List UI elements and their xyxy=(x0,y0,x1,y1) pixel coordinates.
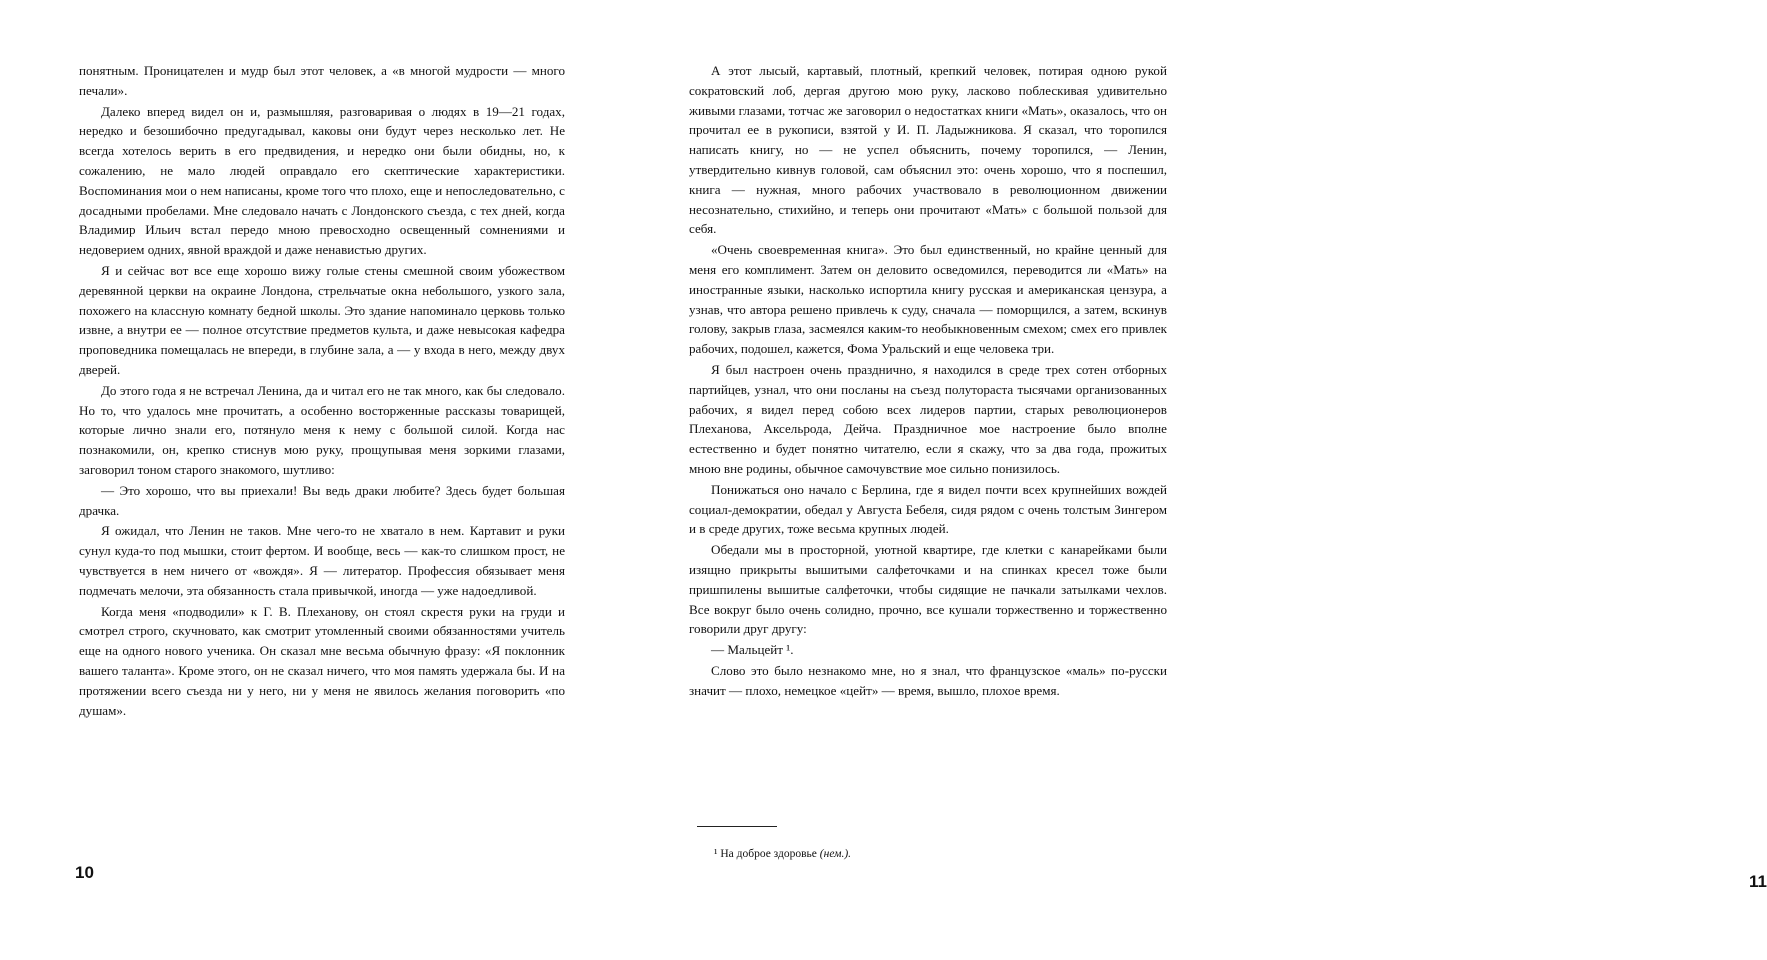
paragraph: Понижаться оно начало с Берлина, где я видел почти всех крупнейших вождей социал-демократии, обедал у Августа Бебеля, сидя рядом с очень толстым Зингером и в среде других, тоже весьма крупных людей. xyxy=(689,481,1167,537)
paragraph: Когда меня «подводили» к Г. В. Плеханову, он стоял скрестя руки на груди и смотрел строго, скучновато, как смотрит утомленный своими обязанностями учитель еще на одного нового ученика. Он сказал мне весьма обычную фразу: «Я поклонник вашего таланта». Кроме этого, он не сказал ничего, что моя память удержала бы. И на протяжении всего съезда ни у него, ни у меня не явилось желания поговорить «по душам». xyxy=(79,603,565,718)
paragraph: Обедали мы в просторной, уютной квартире, где клетки с канарейками были изящно прикрыты вышитыми салфеточками и на спинках кресел тоже были пришпилены вышитые салфеточки, чтобы сидящие не пачкали затылками чехлов. Все вокруг было очень солидно, прочно, все кушали торжественно и торжественно говорили друг другу: xyxy=(689,542,1167,637)
paragraph: Далеко вперед видел он и, размышляя, разговаривая о людях в 19—21 годах, нередко и безошибочно предугадывал, каковы они будут через несколько лет. Не всегда хотелось верить в его предвидения, и нередко они были обидны, но, к сожалению, не мало людей оправдало его скептические характеристики. Воспоминания мои о нем написаны, кроме того что плохо, еще и непоследовательно, с досадными пробелами. Мне следовало начать с Лондонского съезда, с тех дней, когда Владимир Ильич встал передо мною превосходно освещенный сомнениями и недоверием одних, явной враждой и даже ненавистью других. xyxy=(79,103,565,258)
right-page-text-column xyxy=(689,61,1167,701)
footnote xyxy=(714,846,851,862)
left-page-text-column xyxy=(79,61,565,720)
footnote-divider xyxy=(697,826,777,827)
paragraph: «Очень своевременная книга». Это был единственный, но крайне ценный для меня его комплимент. Затем он деловито осведомился, переводится ли «Мать» на иностранные языки, насколько испортила книгу русская и американская цензура, а узнав, что автора решено привлечь к суду, сначала — поморщился, а затем, вскинув голову, закрыв глаза, засмеялся каким-то необыкновенным смехом; смех его привлек рабочих, подошел, кажется, Фома Уральский и еще человека три. xyxy=(689,242,1167,357)
paragraph: Я был настроен очень празднично, я находился в среде трех сотен отборных партийцев, узнал, что они посланы на съезд полутораста тысячами организованных рабочих, я видел перед собою всех лидеров партии, старых революционеров Плеханова, Аксельрода, Дейча. Праздничное мое настроение было вполне естественно и будет понятно читателю, если я скажу, что за два года, прожитых мною вне родины, обычное самочувствие мое сильно понизилось. xyxy=(689,361,1167,476)
paragraph: — Мальцейт ¹. xyxy=(711,642,794,658)
paragraph: Я и сейчас вот все еще хорошо вижу голые стены смешной своим убожеством деревянной церкви на окраине Лондона, стрельчатые окна небольшого, узкого зала, похожего на классную комнату бедной школы. Это здание напоминало церковь только извне, а внутри ее — полное отсутствие предметов культа, и даже невысокая кафедра проповедника помещалась не впереди, в глубине зала, а — у входа в него, между двух дверей. xyxy=(79,262,565,377)
paragraph: До этого года я не встречал Ленина, да и читал его не так много, как бы следовало. Но то, что удалось мне прочитать, а особенно восторженные рассказы товарищей, которые лично знали его, потянуло меня к нему с большой силой. Когда нас познакомили, он, крепко стиснув мою руку, прощупывая меня зоркими глазами, заговорил тоном старого знакомого, шутливо: xyxy=(79,382,565,477)
paragraph: — Это хорошо, что вы приехали! Вы ведь драки любите? Здесь будет большая драчка. xyxy=(79,482,565,518)
paragraph: понятным. Проницателен и мудр был этот человек, а «в многой мудрости — много печали». xyxy=(79,63,565,98)
page-number: 10 xyxy=(75,863,94,882)
left-page xyxy=(0,0,600,960)
page-number: 11 xyxy=(1749,872,1767,891)
footnote-language-note: (нем.). xyxy=(819,848,852,860)
paragraph: А этот лысый, картавый, плотный, крепкий человек, потирая одною рукой сократовский лоб, дергая другою мою руку, ласково поблескивая удивительно живыми глазами, тотчас же заговорил о недостатках книги «Мать», оказалось, что он прочитал ее в рукописи, взятой у И. П. Ладыжникова. Я сказал, что торопился написать книгу, но — не успел объяснить, почему торопился, — Ленин, утвердительно кивнув головой, сам объяснил это: очень хорошо, что я поспешил, книга — нужная, много рабочих участвовало в революционном движении несознательно, стихийно, и теперь они прочитают «Мать» с большой пользой для себя. xyxy=(689,63,1167,237)
paragraph: Я ожидал, что Ленин не таков. Мне чего-то не хватало в нем. Картавит и руки сунул куда-то под мышки, стоит фертом. И вообще, весь — как-то слишком прост, не чувствуется в нем ничего от «вождя». Я — литератор. Профессия обязывает меня подмечать мелочи, эта обязанность стала привычкой, иногда — уже надоедливой. xyxy=(79,523,565,598)
footnote-text: На доброе здоровье xyxy=(720,848,817,860)
paragraph: Слово это было незнакомо мне, но я знал, что французское «маль» по-русски значит — плохо, немецкое «цейт» — время, вышло, плохое время. xyxy=(689,662,1167,698)
footnote-marker: ¹ xyxy=(714,848,718,860)
